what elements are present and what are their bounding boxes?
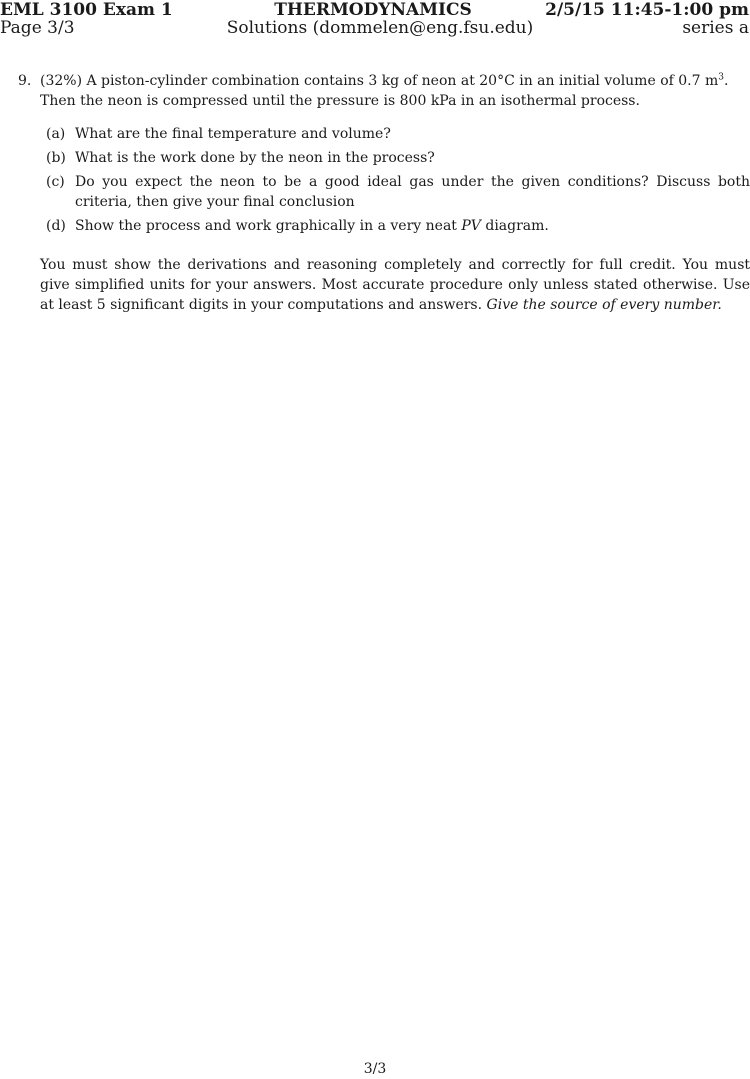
exam-datetime: 2/5/15 11:45-1:00 pm — [545, 0, 749, 20]
problem-statement — [40, 71, 750, 111]
problem-parts — [40, 124, 750, 240]
part-label: (d) — [46, 218, 66, 234]
instructions-emphasis: Give the source of every number. — [486, 297, 722, 313]
part-b — [40, 148, 750, 168]
course-title: EML 3100 Exam 1 — [0, 0, 173, 20]
unit-exponent: 3 — [718, 72, 724, 83]
problem-line-1 — [40, 71, 750, 91]
part-label: (a) — [46, 126, 66, 142]
part-text-before: Show the process and work graphically in a very neat — [75, 218, 462, 234]
problem-number: 9. — [18, 73, 32, 89]
part-text: What are the final temperature and volume? — [75, 126, 391, 142]
problem-9 — [18, 71, 750, 111]
instructions — [40, 255, 750, 315]
solutions-contact: Solutions (dommelen@eng.fsu.edu) — [226, 18, 534, 38]
series-label: series a — [682, 18, 749, 38]
page-footer: 3/3 — [363, 1061, 387, 1077]
pv-emphasis: PV — [461, 218, 481, 234]
part-label: (c) — [46, 174, 65, 190]
problem-line-2: Then the neon is compressed until the pressure is 800 kPa in an isothermal process. — [40, 93, 640, 109]
part-text-after: diagram. — [480, 218, 549, 234]
part-text: What is the work done by the neon in the process? — [75, 150, 435, 166]
problem-text-period: . — [723, 73, 729, 89]
instructions-text: You must show the derivations and reasoning completely and correctly for full credit. You must give simplified units for your answers. Most accurate procedure only unless stated otherwise. Use at least 5 significant digits in your computations and answers. — [40, 257, 750, 313]
subject-title: THERMODYNAMICS — [274, 0, 472, 20]
part-c — [40, 172, 750, 212]
problem-text-main: A piston-cylinder combination contains 3 kg of neon at 20°C in an initial volume of 0.7 m — [86, 73, 719, 89]
problem-weight: (32%) — [40, 73, 83, 89]
page-indicator: Page 3/3 — [0, 18, 75, 38]
header-row-2 — [0, 18, 750, 40]
part-a — [40, 124, 750, 144]
part-text: Do you expect the neon to be a good ideal gas under the given conditions? Discuss both criteria, then give your final conclusion — [75, 174, 750, 210]
part-d — [40, 216, 750, 236]
part-label: (b) — [46, 150, 66, 166]
